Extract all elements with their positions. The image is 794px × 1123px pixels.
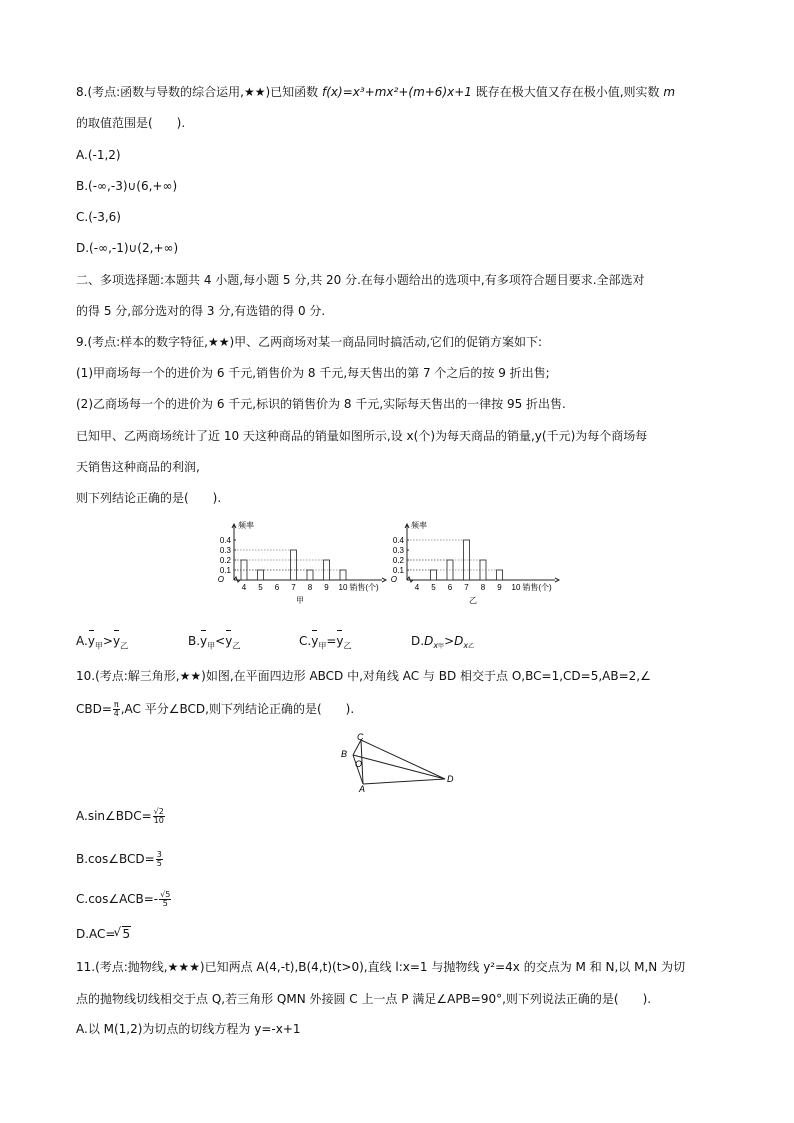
chart-caption: 乙 xyxy=(469,596,477,605)
q9-option-b: $B.y_甲<y_乙$ xyxy=(188,634,241,651)
origin-label: O xyxy=(390,575,397,584)
q11-line2: 点的抛物线切线相交于点 Q,若三角形 QMN 外接圆 C 上一点 P 满足∠APB=90°,则下列说法正确的是( ). xyxy=(76,992,652,1006)
segment-ad xyxy=(363,779,445,784)
label-c: C xyxy=(357,732,364,742)
y-tick-label: 0.1 xyxy=(392,566,404,575)
histogram-bar xyxy=(340,570,346,580)
x-tick-label: 5 xyxy=(431,583,436,592)
x-tick-label: 5 xyxy=(258,583,263,592)
q8-line2: 的取值范围是( ). xyxy=(76,116,186,130)
q10-option-a: A.sin∠BDC= $\frac{√2}{10}$ xyxy=(76,807,164,825)
label-o: O xyxy=(355,759,363,769)
histogram-bar xyxy=(258,570,264,580)
q9-line5: 天销售这种商品的利润, xyxy=(76,460,200,474)
q10-option-b: B.cos∠BCD= $\frac{3}{5}$ xyxy=(76,850,162,868)
x-axis-label: 销售(个) xyxy=(349,583,379,592)
label-b: B xyxy=(341,749,348,759)
q11-line1: 11.(考点:抛物线,★★★)已知两点 A(4,-t),B(4,t)(t>0),直线 l:x=1 与抛物线 y²=4x 的交点为 M 和 N,以 M,N 为切 xyxy=(76,960,686,974)
label-a: A xyxy=(359,784,366,792)
y-tick-label: 0.4 xyxy=(392,536,404,545)
q9-line6: 则下列结论正确的是( ). xyxy=(76,491,222,505)
q9-line2: (1)甲商场每一个的进价为 6 千元,销售价为 8 千元,每天售出的第 7 个之后的按 9 折出售; xyxy=(76,366,550,380)
x-tick-label: 10 xyxy=(338,583,348,592)
x-tick-label: 4 xyxy=(241,583,247,592)
label-d: D xyxy=(447,774,454,784)
histogram-bar xyxy=(291,550,297,580)
segment-cb xyxy=(353,740,361,755)
q8-line1: 8.(考点:函数与导数的综合运用,★★)已知函数 f(x)=x³+mx²+(m+6)x+1 既存在极大值又存在极小值,则实数 m xyxy=(76,85,676,99)
y-tick-label: 0.2 xyxy=(219,556,231,565)
x-axis-label: 销售(个) xyxy=(522,583,552,592)
quadrilateral-figure xyxy=(335,732,461,792)
q9-line3: (2)乙商场每一个的进价为 6 千元,标识的销售价为 8 千元,实际每天售出的一律按 95 折出售. xyxy=(76,397,566,411)
chart-caption: 甲 xyxy=(296,596,304,605)
x-tick-label: 9 xyxy=(497,583,502,592)
q10-option-d: D.AC=√ 5 xyxy=(76,926,131,942)
q9-option-c: $C.y_甲=y_乙$ xyxy=(299,634,352,651)
x-tick-label: 6 xyxy=(274,583,280,592)
origin-label: O xyxy=(217,575,224,584)
x-tick-label: 8 xyxy=(480,583,486,592)
y-tick-label: 0.3 xyxy=(219,546,231,555)
q10-line1: 10.(考点:解三角形,★★)如图,在平面四边形 ABCD 中,对角线 AC 与 BD 相交于点 O,BC=1,CD=5,AB=2,∠ xyxy=(76,669,651,683)
segment-cd xyxy=(361,740,445,779)
y-axis-label: 频率 xyxy=(238,521,254,530)
y-tick-label: 0.3 xyxy=(392,546,404,555)
y-axis-label: 频率 xyxy=(411,521,427,530)
x-tick-label: 9 xyxy=(324,583,329,592)
q8-option-c: C.(-3,6) xyxy=(76,210,121,224)
q8-function: f(x)=x³+mx²+(m+6)x+1 xyxy=(322,85,472,99)
x-tick-label: 7 xyxy=(291,583,296,592)
histogram-jia xyxy=(212,518,392,610)
histogram-bar xyxy=(497,570,503,580)
q9-line1: 9.(考点:样本的数字特征,★★)甲、乙两商场对某一商品同时搞活动,它们的促销方案如下: xyxy=(76,335,543,349)
histogram-bar xyxy=(431,570,437,580)
q8-option-a: A.(-1,2) xyxy=(76,148,121,162)
x-tick-label: 7 xyxy=(464,583,469,592)
x-axis-arrow xyxy=(555,578,559,582)
section2-line1: 二、多项选择题:本题共 4 小题,每小题 5 分,共 20 分.在每小题给出的选项中,有多项符合题目要求.全部选对 xyxy=(76,273,645,287)
histogram-yi xyxy=(385,518,585,610)
section2-line2: 的得 5 分,部分选对的得 3 分,有选错的得 0 分. xyxy=(76,304,326,318)
q10-option-c: C.cos∠ACB=- $\frac{√5}{5}$ xyxy=(76,890,171,908)
y-tick-label: 0.2 xyxy=(392,556,404,565)
q8-option-d: D.(-∞,-1)∪(2,+∞) xyxy=(76,241,179,255)
x-tick-label: 8 xyxy=(307,583,313,592)
diagonal-bd xyxy=(353,755,445,779)
x-tick-label: 6 xyxy=(447,583,453,592)
q8-option-b: B.(-∞,-3)∪(6,+∞) xyxy=(76,179,178,193)
y-tick-label: 0.4 xyxy=(219,536,231,545)
q9-option-d: $D.D_{x甲}>D_{x乙}$ xyxy=(411,634,475,651)
x-tick-label: 10 xyxy=(511,583,521,592)
q11-option-a: A.以 M(1,2)为切点的切线方程为 y=-x+1 xyxy=(76,1022,301,1036)
q9-option-a: $A.y_甲>y_乙$ xyxy=(76,634,129,651)
y-tick-label: 0.1 xyxy=(219,566,231,575)
x-tick-label: 4 xyxy=(414,583,420,592)
q10-line2: CBD= $\frac{\pi}{4}$ ,AC 平分∠BCD,则下列结论正确的是( ). xyxy=(76,700,355,718)
histogram-bar xyxy=(307,570,313,580)
q9-line4: 已知甲、乙两商场统计了近 10 天这种商品的销量如图所示,设 x(个)为每天商品的销量,y(千元)为每个商场每 xyxy=(76,429,648,443)
